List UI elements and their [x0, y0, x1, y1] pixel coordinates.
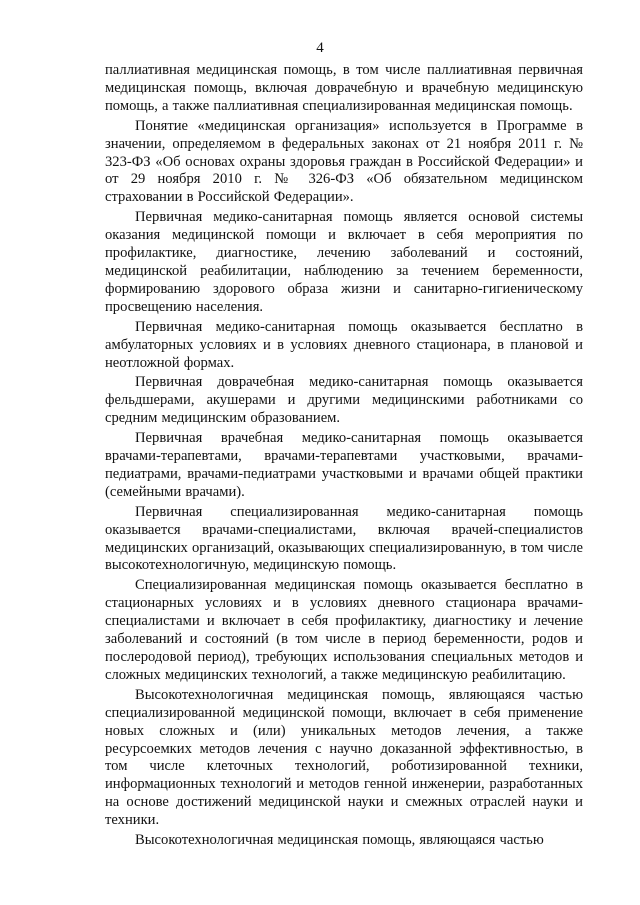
paragraph: Специализированная медицинская помощь оказывается бесплатно в стационарных условиях и в условиях дневного стационара врачами-специалистами и включает в себя профилактику, диагностику и лечение заболеваний и состояний (в том числе в период беременности, родов и послеродовой период), требующих использования специальных методов и сложных медицинских технологий, а также медицинскую реабилитацию. — [105, 577, 583, 683]
paragraph: Высокотехнологичная медицинская помощь, являющаяся частью — [135, 832, 544, 849]
paragraph: Понятие «медицинская организация» используется в Программе в значении, определяемом в федеральных законах от 21 ноября 2011 г. № 323-ФЗ «Об основах охраны здоровья граждан в Российской Федерации» и от 29 ноября 2010 г. № 326-ФЗ «Об обязательном медицинском страховании в Российской Федерации». — [105, 117, 583, 206]
paragraph: Первичная специализированная медико-санитарная помощь оказывается врачами-специалистами, включая врачей-специалистов медицинских организаций, оказывающих специализированную, в том числе высокотехнологичную, медицинскую помощь. — [105, 503, 583, 574]
paragraph: Первичная медико-санитарная помощь оказывается бесплатно в амбулаторных условиях и в условиях дневного стационара, в плановой и неотложной формах. — [105, 318, 583, 371]
page-number: 4 — [316, 40, 324, 56]
paragraph: Первичная медико-санитарная помощь является основой системы оказания медицинской помощи и включает в себя мероприятия по профилактике, диагностике, лечению заболеваний и состояний, медицинской реабилитации, наблюдению за течением беременности, формированию здорового образа жизни и санитарно-гигиеническому просвещению населения. — [105, 209, 583, 315]
paragraph: Первичная врачебная медико-санитарная помощь оказывается врачами-терапевтами, врачами-терапевтами участковыми, врачами-педиатрами, врачами-педиатрами участковыми и врачами общей практики (семейными врачами). — [105, 430, 583, 500]
paragraph: Первичная доврачебная медико-санитарная помощь оказывается фельдшерами, акушерами и другими медицинскими работниками со средним медицинским образованием. — [105, 374, 583, 427]
paragraph: Высокотехнологичная медицинская помощь, являющаяся частью специализированной медицинской помощи, включает в себя применение новых сложных и (или) уникальных методов лечения, а также ресурсоемких методов лечения с научно доказанной эффективностью, в том числе клеточных технологий, роботизированной техники, информационных технологий и методов генной инженерии, разработанных на основе достижений медицинской науки и смежных отраслей науки и техники. — [105, 686, 583, 829]
paragraph: паллиативная медицинская помощь, в том числе паллиативная первичная медицинская помощь, включая доврачебную и врачебную медицинскую помощь, а также паллиативная специализированная медицинская помощь. — [105, 62, 583, 114]
document-body — [105, 62, 583, 852]
